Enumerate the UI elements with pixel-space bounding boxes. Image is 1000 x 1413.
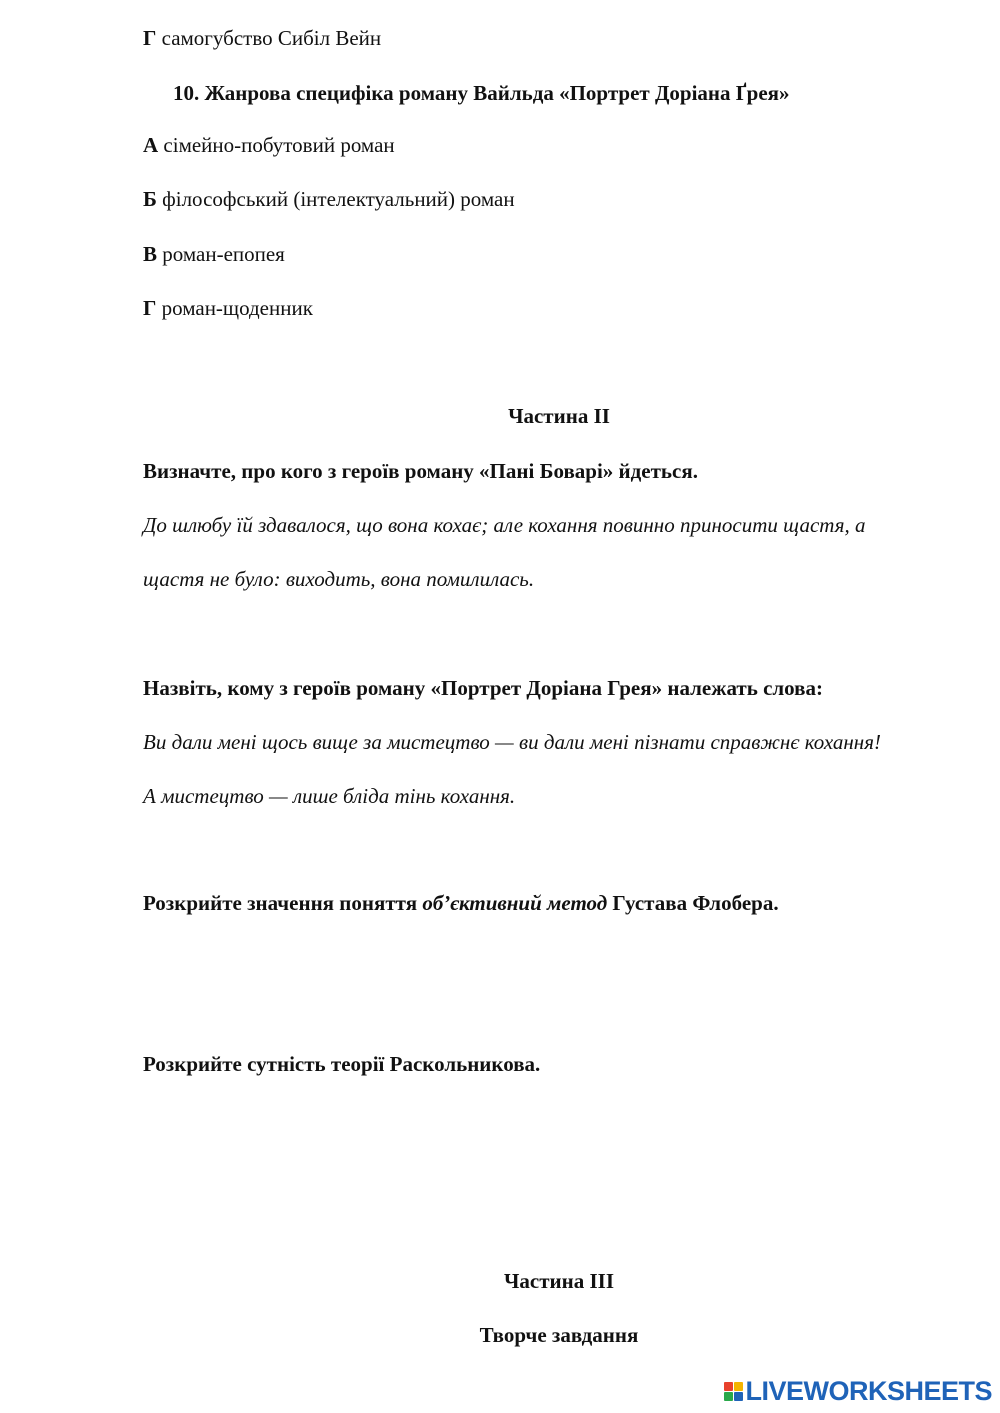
task2-prompt: Назвіть, кому з героїв роману «Портрет Доріана Грея» належать слова: <box>143 676 823 700</box>
q9-option-g <box>143 25 381 51</box>
task1-quote-line2: щастя не було: виходить, вона помилилась. <box>143 567 535 591</box>
option-letter: В <box>143 242 158 266</box>
logo-text: LIVEWORKSHEETS <box>745 1376 992 1406</box>
q10-option-b <box>143 186 515 212</box>
task3-prefix: Розкрийте значення поняття <box>143 891 423 915</box>
task3-suffix: Густава Флобера. <box>607 891 779 915</box>
option-text: самогубство Сибіл Вейн <box>156 26 382 50</box>
task1-prompt: Визначте, про кого з героїв роману «Пані Боварі» йдеться. <box>143 459 698 483</box>
task2-quote-line2: А мистецтво — лише бліда тінь кохання. <box>143 784 516 808</box>
logo-mark-cell <box>724 1392 733 1401</box>
task2-quote-line1: Ви дали мені щось вище за мистецтво — ви дали мені пізнати справжнє кохання! <box>143 730 881 754</box>
task4-prompt: Розкрийте сутність теорії Раскольникова. <box>143 1052 541 1076</box>
logo-mark-icon <box>724 1382 743 1401</box>
q10-option-v <box>143 241 285 267</box>
liveworksheets-logo[interactable] <box>724 1376 992 1407</box>
option-letter: Г <box>143 26 157 50</box>
option-text: роман-щоденник <box>156 296 313 320</box>
option-text: філософський (інтелектуальний) роман <box>156 187 515 211</box>
task3-term: об’єктивний метод <box>422 891 608 915</box>
task3-prompt <box>143 890 779 916</box>
q10-option-g <box>143 295 313 321</box>
option-letter: Г <box>143 296 157 320</box>
option-text: роман-епопея <box>157 242 285 266</box>
logo-mark-cell <box>734 1392 743 1401</box>
part3-heading: Частина ІІІ <box>503 1269 614 1293</box>
logo-mark-cell <box>724 1382 733 1391</box>
q10-option-a <box>143 132 395 158</box>
task1-quote-line1: До шлюбу їй здавалося, що вона кохає; але кохання повинно приносити щастя, а <box>143 513 866 537</box>
part3-subheading: Творче завдання <box>479 1323 639 1347</box>
part2-heading: Частина ІІ <box>508 404 610 428</box>
option-letter: Б <box>143 187 157 211</box>
logo-mark-cell <box>734 1382 743 1391</box>
option-letter: А <box>143 133 159 157</box>
option-text: сімейно-побутовий роман <box>158 133 395 157</box>
q10-title: 10. Жанрова специфіка роману Вайльда «Портрет Доріана Ґрея» <box>173 81 790 105</box>
